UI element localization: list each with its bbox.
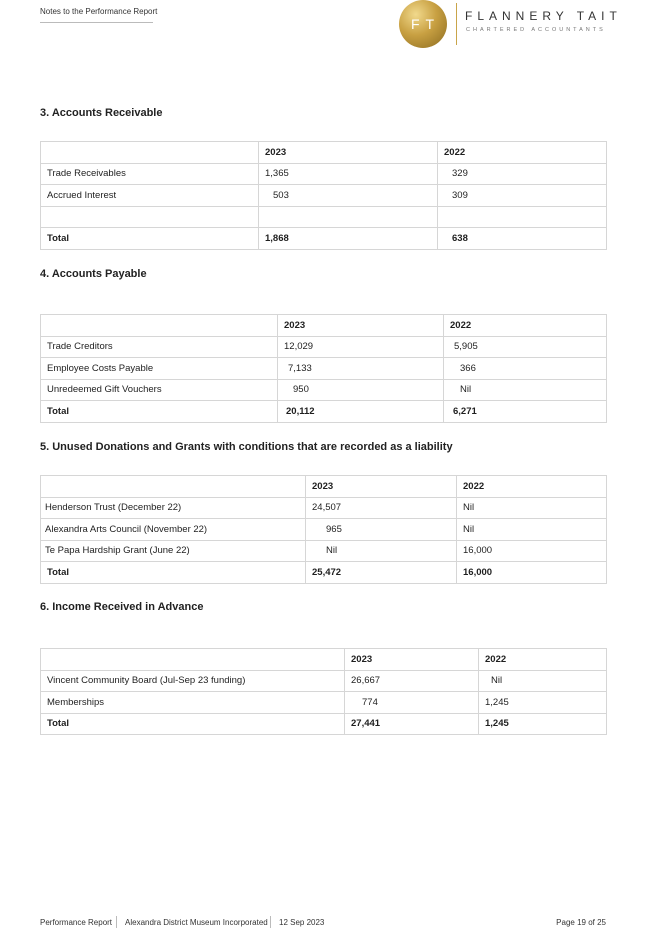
value-2022: 329 [438,163,607,185]
table-header-cell: 2023 [278,315,444,337]
section-title: 3. Accounts Receivable [40,107,163,119]
total-label: Total [41,713,345,735]
value-2023 [259,206,438,228]
row-label: Vincent Community Board (Jul-Sep 23 funding) [41,670,345,692]
total-2022: 638 [438,228,607,250]
table-header-cell: 2022 [444,315,607,337]
row-label: Trade Creditors [41,336,278,358]
value-2023: 12,029 [278,336,444,358]
table-row [41,206,607,228]
value-2023: Nil [306,540,457,562]
section-title: 4. Accounts Payable [40,268,147,280]
table-header-cell: 2023 [306,476,457,498]
value-2023: 1,365 [259,163,438,185]
table-header-cell: 2023 [259,142,438,164]
logo-badge: FT [399,0,447,48]
total-row [41,228,607,250]
logo-divider [456,3,457,45]
value-2022: 309 [438,185,607,207]
row-label [41,206,259,228]
value-2023: 950 [278,379,444,401]
row-label: Te Papa Hardship Grant (June 22) [41,540,306,562]
table-row [41,358,607,380]
table-header-cell: 2022 [457,476,607,498]
value-2022: Nil [457,497,607,519]
value-2023: 503 [259,185,438,207]
table-row [41,379,607,401]
value-2022: Nil [444,379,607,401]
row-label: Unredeemed Gift Vouchers [41,379,278,401]
table-header-row [41,476,607,498]
section-title: 5. Unused Donations and Grants with conditions that are recorded as a liability [40,441,453,453]
total-row [41,401,607,423]
accounts-payable-table [40,314,607,423]
total-label: Total [41,562,306,584]
logo-tagline: CHARTERED ACCOUNTANTS [466,27,606,33]
total-2023: 20,112 [278,401,444,423]
footer-page-number: Page 19 of 25 [556,918,606,927]
table-row [41,497,607,519]
total-2023: 27,441 [345,713,479,735]
total-row [41,562,607,584]
table-row [41,336,607,358]
total-label: Total [41,228,259,250]
row-label: Henderson Trust (December 22) [41,497,306,519]
footer-separator [116,916,117,928]
value-2023: 774 [345,692,479,714]
total-2022: 16,000 [457,562,607,584]
header-divider [40,22,153,23]
table-header-cell [41,315,278,337]
table-row [41,540,607,562]
row-label: Employee Costs Payable [41,358,278,380]
unused-grants-table [40,475,607,584]
value-2023: 24,507 [306,497,457,519]
value-2022: 366 [444,358,607,380]
value-2022: 1,245 [479,692,607,714]
table-header-row [41,315,607,337]
row-label: Trade Receivables [41,163,259,185]
total-2023: 1,868 [259,228,438,250]
value-2023: 7,133 [278,358,444,380]
income-in-advance-table [40,648,607,735]
value-2022: Nil [479,670,607,692]
value-2022: 16,000 [457,540,607,562]
table-header-row [41,649,607,671]
value-2022 [438,206,607,228]
total-2022: 1,245 [479,713,607,735]
row-label: Memberships [41,692,345,714]
table-header-cell [41,476,306,498]
row-label: Alexandra Arts Council (November 22) [41,519,306,541]
footer-separator [270,916,271,928]
table-header-cell [41,142,259,164]
table-row [41,670,607,692]
row-label: Accrued Interest [41,185,259,207]
accounts-receivable-table [40,141,607,250]
value-2023: 965 [306,519,457,541]
value-2022: 5,905 [444,336,607,358]
value-2022: Nil [457,519,607,541]
table-header-cell: 2023 [345,649,479,671]
footer-date: 12 Sep 2023 [279,918,325,927]
table-header-cell: 2022 [438,142,607,164]
footer-report: Performance Report [40,918,113,927]
table-row [41,163,607,185]
total-label: Total [41,401,278,423]
table-row [41,692,607,714]
table-header-cell [41,649,345,671]
table-row [41,185,607,207]
header-note: Notes to the Performance Report [40,7,158,16]
table-header-cell: 2022 [479,649,607,671]
logo-name: FLANNERY TAIT [465,9,622,23]
section-title: 6. Income Received in Advance [40,601,204,613]
total-2022: 6,271 [444,401,607,423]
footer-organisation: Alexandra District Museum Incorporated [125,918,268,927]
value-2023: 26,667 [345,670,479,692]
table-header-row [41,142,607,164]
total-2023: 25,472 [306,562,457,584]
total-row [41,713,607,735]
table-row [41,519,607,541]
